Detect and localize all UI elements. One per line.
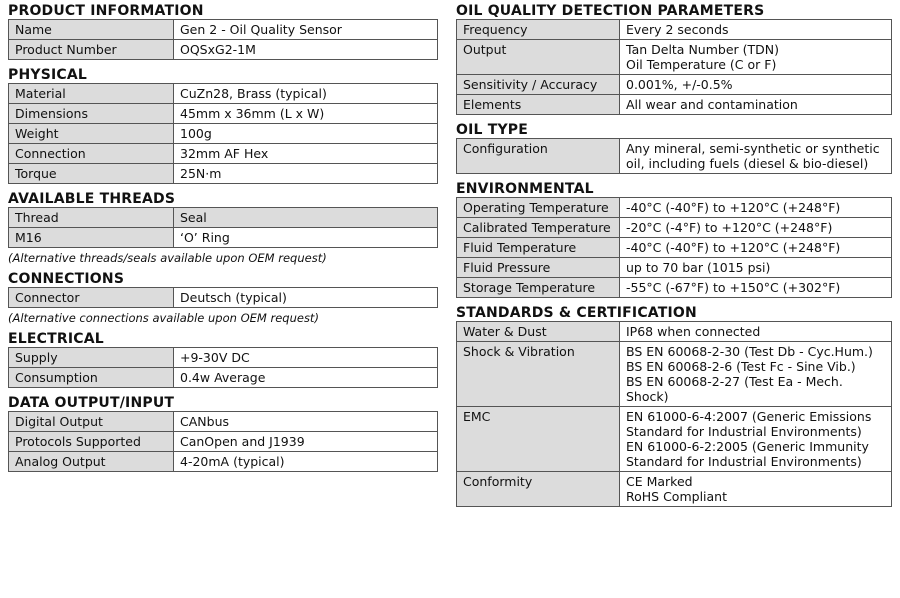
table-header-row <box>9 208 438 228</box>
column-header: Seal <box>174 208 438 228</box>
table-row <box>457 238 892 258</box>
table-row <box>9 124 438 144</box>
spec-value <box>174 348 438 368</box>
spec-value <box>174 40 438 60</box>
spec-value-line: CanOpen and J1939 <box>180 434 305 449</box>
spec-value-line: 0.001%, +/-0.5% <box>626 77 733 92</box>
spec-table <box>8 347 438 388</box>
section-title: PHYSICAL <box>8 67 88 83</box>
table-row <box>457 407 892 472</box>
section-standards-certification <box>456 302 892 511</box>
right-column <box>456 0 892 511</box>
spec-value-line: 100g <box>180 126 212 141</box>
spec-value <box>620 40 892 75</box>
spec-value <box>620 258 892 278</box>
spec-value-line: 25N·m <box>180 166 222 181</box>
spec-label: Conformity <box>457 472 620 507</box>
table-row <box>9 452 438 472</box>
table-row <box>9 20 438 40</box>
spec-value-line: RoHS Compliant <box>626 489 727 504</box>
spec-value <box>620 472 892 507</box>
table-row <box>9 412 438 432</box>
spec-label: Calibrated Temperature <box>457 218 620 238</box>
section-environmental <box>456 178 892 302</box>
table-row <box>457 278 892 298</box>
spec-label: Fluid Pressure <box>457 258 620 278</box>
spec-value <box>174 412 438 432</box>
spec-label: Sensitivity / Accuracy <box>457 75 620 95</box>
table-row <box>9 164 438 184</box>
table-row <box>9 40 438 60</box>
spec-value <box>620 20 892 40</box>
spec-value <box>620 342 892 407</box>
spec-label: EMC <box>457 407 620 472</box>
spec-label: Shock & Vibration <box>457 342 620 407</box>
section-title: CONNECTIONS <box>8 271 125 287</box>
table-row <box>9 348 438 368</box>
table-row <box>9 84 438 104</box>
spec-label: Fluid Temperature <box>457 238 620 258</box>
section-title: AVAILABLE THREADS <box>8 191 176 207</box>
spec-value-line: BS EN 60068-2-6 (Test Fc - Sine Vib.) <box>626 359 856 374</box>
spec-value-line: EN 61000-6-2:2005 (Generic Immunity <box>626 439 869 454</box>
section-connections <box>8 268 438 328</box>
table-row <box>457 342 892 407</box>
spec-value <box>620 139 892 174</box>
table-row <box>9 144 438 164</box>
section-title: OIL TYPE <box>456 122 529 138</box>
spec-value-line: IP68 when connected <box>626 324 761 339</box>
section-product-information <box>8 0 438 64</box>
spec-value <box>174 452 438 472</box>
spec-table <box>8 19 438 60</box>
section-oil-quality-detection-parameters <box>456 0 892 119</box>
spec-label: M16 <box>9 228 174 248</box>
column-header: Thread <box>9 208 174 228</box>
table-row <box>457 472 892 507</box>
spec-value <box>174 368 438 388</box>
table-row <box>457 139 892 174</box>
spec-table <box>456 197 892 298</box>
table-row <box>9 432 438 452</box>
spec-value <box>620 278 892 298</box>
spec-table <box>456 138 892 174</box>
table-row <box>457 258 892 278</box>
section-data-output-input <box>8 392 438 476</box>
spec-label: Weight <box>9 124 174 144</box>
section-title: ELECTRICAL <box>8 331 104 347</box>
spec-value-line: Every 2 seconds <box>626 22 729 37</box>
table-row <box>457 20 892 40</box>
table-row <box>457 218 892 238</box>
spec-label: Name <box>9 20 174 40</box>
spec-value-line: oil, including fuels (diesel & bio-diesel) <box>626 156 869 171</box>
spec-table <box>456 19 892 115</box>
spec-label: Dimensions <box>9 104 174 124</box>
spec-value <box>620 407 892 472</box>
spec-value-line: -40°C (-40°F) to +120°C (+248°F) <box>626 200 841 215</box>
spec-value-line: Deutsch (typical) <box>180 290 287 305</box>
table-row <box>9 104 438 124</box>
spec-value <box>620 238 892 258</box>
spec-value-line: Standard for Industrial Environments) <box>626 454 862 469</box>
table-row <box>9 288 438 308</box>
spec-value <box>174 144 438 164</box>
spec-value <box>174 104 438 124</box>
spec-value <box>174 164 438 184</box>
table-row <box>457 40 892 75</box>
section-title: OIL QUALITY DETECTION PARAMETERS <box>456 3 765 19</box>
spec-label: Consumption <box>9 368 174 388</box>
spec-label: Frequency <box>457 20 620 40</box>
spec-table <box>8 83 438 184</box>
spec-label: Elements <box>457 95 620 115</box>
spec-value-line: CuZn28, Brass (typical) <box>180 86 327 101</box>
table-row <box>457 95 892 115</box>
spec-value <box>174 20 438 40</box>
spec-table <box>8 287 438 308</box>
spec-value-line: Gen 2 - Oil Quality Sensor <box>180 22 342 37</box>
spec-label: Product Number <box>9 40 174 60</box>
left-column <box>8 0 438 476</box>
spec-label: Connection <box>9 144 174 164</box>
spec-value-line: up to 70 bar (1015 psi) <box>626 260 771 275</box>
section-title: DATA OUTPUT/INPUT <box>8 395 175 411</box>
spec-label: Analog Output <box>9 452 174 472</box>
spec-value-line: ‘O’ Ring <box>180 230 230 245</box>
section-physical <box>8 64 438 188</box>
spec-label: Protocols Supported <box>9 432 174 452</box>
spec-value-line: Oil Temperature (C or F) <box>626 57 777 72</box>
spec-label: Torque <box>9 164 174 184</box>
section-spacer <box>456 507 892 511</box>
spec-value <box>174 124 438 144</box>
spec-value-line: +9-30V DC <box>180 350 250 365</box>
section-spacer <box>8 472 438 476</box>
spec-label: Material <box>9 84 174 104</box>
spec-value-line: BS EN 60068-2-30 (Test Db - Cyc.Hum.) <box>626 344 873 359</box>
spec-table <box>456 321 892 507</box>
spec-value <box>620 95 892 115</box>
spec-value <box>174 432 438 452</box>
spec-value <box>620 218 892 238</box>
spec-table <box>8 207 438 248</box>
spec-table <box>8 411 438 472</box>
spec-label: Supply <box>9 348 174 368</box>
table-row <box>9 368 438 388</box>
spec-label: Output <box>457 40 620 75</box>
spec-value-line: 0.4w Average <box>180 370 266 385</box>
spec-value-line: Tan Delta Number (TDN) <box>626 42 779 57</box>
spec-label: Operating Temperature <box>457 198 620 218</box>
spec-value <box>620 198 892 218</box>
spec-label: Configuration <box>457 139 620 174</box>
table-row <box>457 322 892 342</box>
spec-value-line: 32mm AF Hex <box>180 146 269 161</box>
spec-label: Digital Output <box>9 412 174 432</box>
spec-value <box>620 75 892 95</box>
spec-value-line: -20°C (-4°F) to +120°C (+248°F) <box>626 220 833 235</box>
spec-value <box>174 84 438 104</box>
spec-value-line: Any mineral, semi-synthetic or synthetic <box>626 141 880 156</box>
table-row <box>457 198 892 218</box>
spec-value-line: CE Marked <box>626 474 693 489</box>
spec-value-line: Standard for Industrial Environments) <box>626 424 862 439</box>
spec-value-line: OQSxG2-1M <box>180 42 256 57</box>
section-title: STANDARDS & CERTIFICATION <box>456 305 697 321</box>
table-row <box>9 228 438 248</box>
section-available-threads <box>8 188 438 268</box>
section-electrical <box>8 328 438 392</box>
section-oil-type <box>456 119 892 178</box>
spec-value-line: All wear and contamination <box>626 97 798 112</box>
spec-value-line: 4-20mA (typical) <box>180 454 285 469</box>
section-title: ENVIRONMENTAL <box>456 181 594 197</box>
footnote: (Alternative connections available upon OEM request) <box>8 311 319 325</box>
spec-value <box>620 322 892 342</box>
spec-value-line: EN 61000-6-4:2007 (Generic Emissions <box>626 409 872 424</box>
spec-value-line: 45mm x 36mm (L x W) <box>180 106 325 121</box>
spec-value-line: -40°C (-40°F) to +120°C (+248°F) <box>626 240 841 255</box>
footnote: (Alternative threads/seals available upon OEM request) <box>8 251 327 265</box>
spec-label: Connector <box>9 288 174 308</box>
spec-value <box>174 228 438 248</box>
spec-label: Storage Temperature <box>457 278 620 298</box>
spec-value <box>174 288 438 308</box>
spec-value-line: Shock) <box>626 389 669 404</box>
spec-label: Water & Dust <box>457 322 620 342</box>
spec-value-line: CANbus <box>180 414 229 429</box>
table-row <box>457 75 892 95</box>
spec-value-line: BS EN 60068-2-27 (Test Ea - Mech. <box>626 374 843 389</box>
spec-value-line: -55°C (-67°F) to +150°C (+302°F) <box>626 280 841 295</box>
section-title: PRODUCT INFORMATION <box>8 3 204 19</box>
